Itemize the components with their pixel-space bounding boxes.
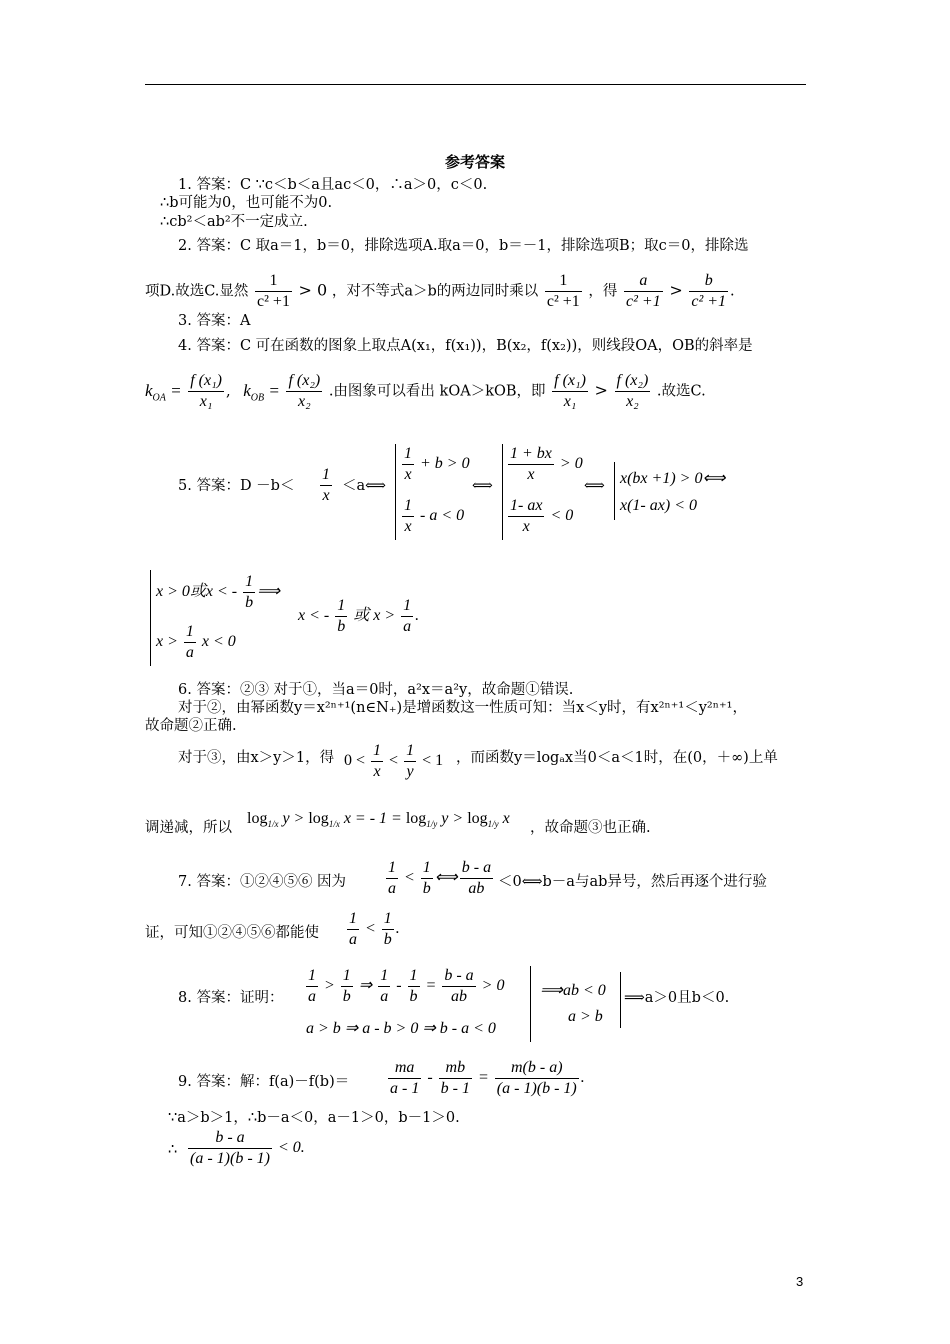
system-row: x > $\frac{1}{a}$ x < 0: [156, 623, 236, 661]
proof-row: a > b: [568, 1008, 603, 1025]
answer-4-text-b: .故选C.: [656, 383, 706, 400]
system-brace: [614, 972, 621, 1028]
answer-1-line-3: ∴cb²＜ab²不一定成立.: [160, 214, 308, 230]
system-brace: [524, 966, 531, 1042]
proof-row: $\frac{1}{a}$ > $\frac{1}{b}$ ⇒ $\frac{1}{a}$ - $\frac{1}{b}$ = $\frac{b - a}{ab}$ > 0: [308, 967, 505, 1005]
system-row: $\frac{1- ax}{x}$ < 0: [510, 497, 574, 535]
equation: $\frac{b - a}{(a - 1)(b - 1)}$ < 0.: [190, 1129, 305, 1167]
answer-5-equiv: ＜a⟺: [342, 478, 386, 494]
answer-8-post: ⟹a＞0且b＜0.: [624, 990, 730, 1006]
fraction: $\frac{b}{\text{c² +1}}$: [691, 272, 727, 310]
answer-7-line-2-pre: 证，可知①②④⑤⑥都能使: [145, 925, 319, 941]
equiv-symbol: ⟺: [472, 478, 493, 494]
inequality: $\frac{1}{a}$ < $\frac{1}{b}$ .: [349, 910, 400, 948]
fraction: $\frac{a}{\text{c² +1}}$: [626, 272, 661, 310]
fraction: $\frac{1}{\text{c² +1}}$: [546, 272, 580, 310]
answer-7-line-1-post: ＜0⟺b－a与ab异号，然后再逐个进行验: [498, 874, 767, 890]
system-brace: [614, 462, 615, 520]
answer-6-line-5-pre: 调递减，所以: [145, 820, 232, 836]
system-row: $\frac{1 + bx}{x}$ > 0: [510, 445, 583, 483]
log-chain: $\log_{1/x} y > \log_{1/x} x$ = - $1 = \log_{1/y} y > \log_{1/y} x$: [247, 810, 510, 830]
system-brace: [150, 570, 151, 666]
fraction: $\frac{\text{f (x₁)}}{\text{x₁}}$: [190, 372, 222, 410]
system-row: $\frac{1}{x}$ - a < 0: [404, 497, 465, 535]
system-row: x(1- ax) < 0: [620, 497, 697, 514]
answer-2-text-c: ，得: [588, 283, 618, 300]
page-number: 3: [796, 1274, 804, 1289]
answer-8-pre: 8. 答案：证明：: [178, 990, 284, 1006]
answer-1-line-2: ∴b可能为0，也可能不为0.: [160, 195, 333, 211]
answer-4-line-2: $k_{OA}$ = $\frac{\text{f (x₁)}}{\text{x₁}}$ , $k_{OB}$ = $\frac{\text{f (x₂)}}{\text{x₂}}$ .由图象可以看出 kOA＞kOB，即 $\frac{\text{f (x₁)}}{\text{x₁}}$ > $\frac{\text{f (x₂)}}{\text{x₂}}$ .故选C.: [145, 372, 706, 410]
answer-6-line-2: 对于②，由幂函数y＝x²ⁿ⁺¹(n∈N₊)是增函数这一性质可知：当x＜y时，有x²ⁿ⁺¹＜y²ⁿ⁺¹，: [178, 700, 747, 716]
answer-6-line-3: 故命题②正确.: [145, 718, 237, 734]
proof-row: ⟹ab < 0: [540, 982, 606, 999]
equiv-symbol: ⟺: [584, 478, 605, 494]
fraction: $\frac{1}{x}$: [322, 466, 330, 504]
equation: $\frac{ma}{a - 1}$ - $\frac{mb}{b - 1}$ = $\frac{m(b - a)}{(a - 1)(b - 1)}$ .: [390, 1059, 585, 1097]
answer-4-text-a: .由图象可以看出 kOA＞kOB，即: [328, 383, 546, 400]
answer-2-text-a: 项D.故选C.显然: [145, 283, 249, 300]
fraction: $\frac{\text{f (x₂)}}{\text{x₂}}$: [288, 372, 321, 410]
fraction: $\frac{1}{\text{c² +1}}$: [257, 272, 290, 310]
answer-6-line-4-post: ，而函数y＝logₐx当0＜a＜1时，在(0，＋∞)上单: [456, 750, 778, 766]
inequality: 0 < $\frac{1}{x}$ < $\frac{1}{y}$ < 1: [344, 742, 444, 780]
answer-2-text-b: ，对不等式a＞b的两边同时乘以: [331, 283, 539, 300]
answer-6-line-4-pre: 对于③，由x＞y＞1，得: [178, 750, 335, 766]
answer-4-line-1: 4. 答案：C 可在函数的图象上取点A(x₁，f(x₁))，B(x₂，f(x₂))，则线段OA，OB的斜率是: [178, 338, 753, 354]
proof-row: a > b ⇒ a - b > 0 ⇒ b - a < 0: [306, 1020, 496, 1037]
page-title: 参考答案: [444, 153, 505, 171]
answer-9-line-2: ∵a＞b＞1，∴b－a＜0，a－1＞0，b－1＞0.: [168, 1110, 460, 1126]
system-row: x(bx +1) > 0⟺: [620, 470, 726, 487]
answer-6-line-5-post: ，故命题③也正确.: [530, 820, 651, 836]
answer-9-line-1-pre: 9. 答案：解：f(a)－f(b)＝: [178, 1074, 350, 1090]
result: x < - $\frac{1}{b}$ 或 x > $\frac{1}{a}$ .: [298, 597, 420, 635]
system-row: $\frac{1}{x}$ + b > 0: [404, 445, 470, 483]
answer-5-label: 5. 答案：D －b＜: [178, 478, 295, 494]
system-row: x > 0或x < - $\frac{1}{b}$ ⟹: [156, 573, 281, 611]
answer-1-line-1: 1. 答案：C ∵c＜b＜a且ac＜0，∴a＞0，c＜0.: [178, 177, 488, 193]
inequality: $\frac{1}{a}$ < $\frac{1}{b}$ ⟺ $\frac{b - a}{ab}$: [388, 859, 492, 897]
answer-9-line-3-pre: ∴: [168, 1142, 178, 1158]
header-rule: [145, 84, 806, 85]
answer-2-line-2: 项D.故选C.显然 $\frac{1}{\text{c² +1}}$ > 0 ，对不等式a＞b的两边同时乘以 $\frac{1}{\text{c² +1}}$ ，得 $\frac{a}{\text{c² +1}}$ > $\frac{b}{\text{c² +1}}$ .: [145, 272, 735, 310]
system-brace: [395, 444, 396, 540]
answer-2-line-1: 2. 答案：C 取a＝1，b＝0，排除选项A.取a＝0，b＝－1，排除选项B；取c＝0，排除选: [178, 238, 749, 254]
fraction: $\frac{\text{f (x₂)}}{\text{x₂}}$: [616, 372, 649, 410]
system-brace: [502, 444, 503, 540]
fraction: $\frac{\text{f (x₁)}}{\text{x₁}}$: [554, 372, 586, 410]
answer-7-line-1-pre: 7. 答案：①②④⑤⑥ 因为: [178, 874, 347, 890]
answer-6-line-1: 6. 答案：②③ 对于①，当a＝0时，a²x＝a²y，故命题①错误.: [178, 682, 574, 698]
answer-3: 3. 答案：A: [178, 313, 251, 329]
